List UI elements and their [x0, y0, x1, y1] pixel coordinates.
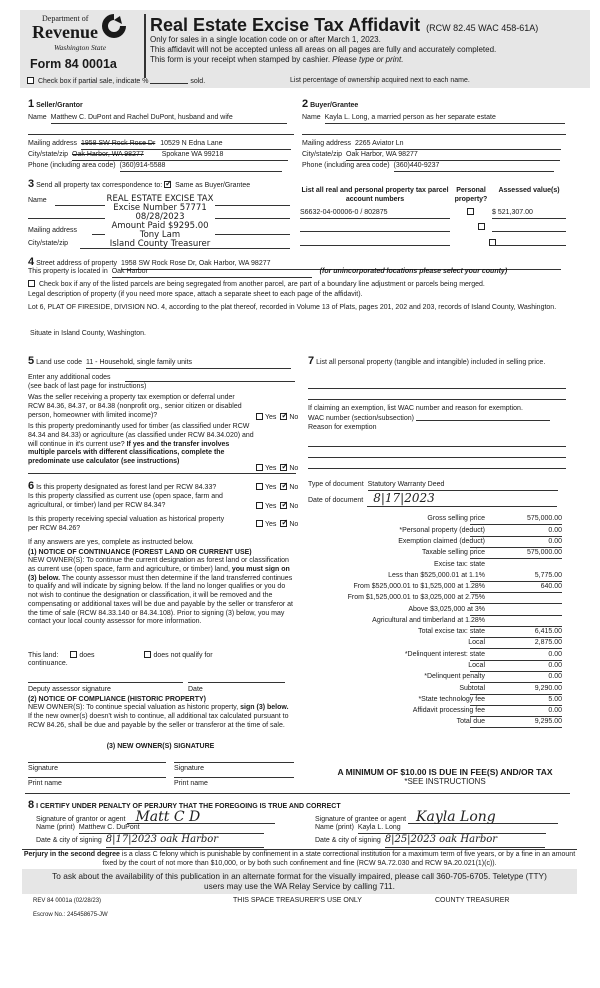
buyer-name-line2[interactable] [302, 134, 566, 135]
deputy-label: Deputy assessor signature [28, 686, 111, 693]
tax-row-value[interactable]: 0.00 [470, 673, 562, 683]
personal-property-checkbox-1[interactable] [467, 208, 474, 215]
county-treasurer-label: COUNTY TREASURER [435, 897, 510, 904]
current-use-question: Is this property classified as current use (open space, farm and agricultural, or timber) land per RCW 84.34? [28, 493, 223, 509]
parcel-row-3[interactable] [300, 236, 450, 246]
minimum-due-notice: A MINIMUM OF $10.00 IS DUE IN FEE(S) AND/OR TAX [337, 767, 553, 777]
assessed-value-3[interactable] [492, 236, 566, 246]
tax-row-value[interactable]: 0.00 [470, 651, 562, 661]
line3-italic: Please type or print. [332, 55, 404, 64]
tax-row-label: Taxable selling price [421, 549, 485, 556]
owner-signature-1[interactable] [28, 762, 166, 763]
tax-row-label: Subtotal [459, 685, 485, 692]
yes-label: Yes [265, 521, 277, 528]
buyer-mailing-label: Mailing address [302, 140, 352, 147]
land-use-row [28, 355, 291, 369]
section-number: 6 [28, 480, 35, 492]
historic-yn [256, 520, 298, 530]
seller-mailing-row [28, 140, 294, 150]
tax-row-label: Less than $525,000.01 at 1.1% [388, 572, 485, 579]
same-as-buyer-checkbox[interactable] [164, 181, 171, 188]
ownership-note: List percentage of ownership acquired next to each name. [290, 77, 470, 84]
deputy-date-label: Date [188, 686, 203, 693]
tax-row-value[interactable] [470, 594, 562, 604]
buyer-phone-field[interactable]: (360)440-9237 [394, 162, 554, 172]
correspondence-heading [28, 178, 250, 192]
grantee-signature-row [315, 809, 558, 825]
seller-phone-row [28, 162, 294, 172]
stamp-line: Amount Paid $9295.00 [111, 220, 209, 231]
treasurer-use-label: THIS SPACE TREASURER'S USE ONLY [233, 897, 362, 904]
tax-row-label: Above $3,025,000 at 3% [408, 606, 485, 613]
reason-line2[interactable] [308, 457, 566, 458]
print-name-label-2: Print name [174, 780, 208, 787]
agency-line1: Department of [42, 14, 89, 23]
yes-label: Yes [265, 465, 277, 472]
grantor-date-row [36, 834, 264, 848]
corr-mailing-label: Mailing address [28, 227, 78, 234]
tax-row-value[interactable]: 0.00 [470, 662, 562, 672]
seller-name-field[interactable]: Matthew C. DuPont and Rachel DuPont, husband and wife [51, 114, 287, 124]
tax-row-label: From $525,000.01 to $1,525,000 at 1.28% [353, 583, 485, 590]
dor-logo [30, 12, 130, 56]
land-use-label: Land use code [36, 359, 83, 366]
tax-row-value[interactable]: 5.00 [470, 696, 562, 706]
seller-phone-label: Phone (including area code) [28, 162, 116, 169]
seller-city-struck: Oak Harbor, WA 98277 [72, 151, 144, 158]
does-label: does [79, 652, 95, 659]
corr-line2[interactable] [28, 218, 105, 219]
tax-row-label: Exemption claimed (deduct) [398, 538, 485, 545]
seller-heading [28, 98, 83, 112]
seller-city-row [28, 151, 294, 161]
parcels-col2-header: Personal property? [454, 187, 488, 203]
forest-no-checkbox[interactable] [280, 483, 287, 490]
stamp-line: 08/28/2023 [135, 211, 185, 222]
does-not-qualify-checkbox[interactable] [144, 651, 151, 658]
grantee-date-field[interactable]: 8|25|2023 oak Harbor [385, 834, 545, 848]
buyer-name-field[interactable]: Kayla L. Long, a married person as her separate estate [325, 114, 565, 124]
tax-row-value[interactable]: 5,775.00 [470, 572, 562, 582]
additional-codes-sub: (see back of last page for instructions) [28, 383, 147, 390]
doc-type-row [308, 481, 558, 491]
timber-yes-checkbox[interactable] [256, 464, 263, 471]
header-divider [144, 14, 146, 78]
buyer-phone-label: Phone (including area code) [302, 162, 390, 169]
owner-print-2[interactable] [174, 777, 294, 778]
buyer-mailing-field[interactable]: 2265 Aviator Ln [355, 140, 561, 150]
historic-no-checkbox[interactable] [280, 520, 287, 527]
section-number: 1 [28, 98, 35, 110]
additional-codes-field[interactable] [125, 381, 295, 382]
grantor-name-field[interactable]: Matthew C. DuPont [79, 824, 264, 834]
grantee-name-row [315, 824, 546, 834]
notice1-a: NEW OWNER(S): To continue the current designation as forest land or classification as current use (open space, farm and agriculture, or timber) land, [28, 557, 289, 573]
exemption-question: Was the seller receiving a property tax exemption or deferral under RCW 84.36, 84.37, or 84.38 (nonprofit org., senior citizen or disabled person, homeowner with limited income)? [28, 394, 242, 419]
stamp-line: REAL ESTATE EXCISE TAX [106, 194, 214, 204]
street-label: Street address of property [36, 260, 118, 267]
rev-number: REV 84 0001a (02/28/23) [33, 898, 102, 904]
historic-question: Is this property receiving special valuation as historical property per RCW 84.26? [28, 516, 225, 532]
treasurer-stamp [100, 195, 220, 249]
seller-city-field[interactable] [72, 151, 288, 161]
form-title [150, 14, 538, 37]
tax-row-label: *Personal property (deduct) [399, 527, 485, 534]
header-line3 [150, 55, 403, 65]
seller-name-row [28, 114, 294, 124]
grantee-signature[interactable]: Kayla Long [408, 812, 558, 824]
grantee-date-row [315, 834, 545, 848]
partial-sale-row [27, 76, 205, 87]
grantor-sig-label: Signature of grantor or agent [36, 816, 126, 823]
segregate-text: Check box if any of the listed parcels are being segregated from another parcel, are part of a boundary line adjustment or parcels being merged. [38, 281, 485, 288]
exemption-yes-checkbox[interactable] [256, 413, 263, 420]
notice2-title: (2) NOTICE OF COMPLIANCE (HISTORIC PROPERTY) [28, 696, 206, 703]
tax-row-label: Gross selling price [427, 515, 485, 522]
timber-q-bold: If yes and the transfer involves multiple parcels with different classifications, complete the predominate use calculator (see instructions) [28, 440, 230, 465]
title-text: Real Estate Excise Tax Affidavit [150, 15, 421, 35]
tax-row-value[interactable] [470, 617, 562, 627]
partial-sale-percent-field[interactable] [150, 76, 188, 84]
buyer-mailing-row [302, 140, 566, 150]
tax-row-value[interactable]: 6,415.00 [470, 628, 562, 638]
tax-row-value[interactable] [470, 606, 562, 616]
section-number: 2 [302, 98, 309, 110]
seller-name-label: Name [28, 114, 47, 121]
seller-phone-field[interactable]: (360)914-5588 [120, 162, 282, 172]
seller-title: Seller/Grantor [36, 102, 83, 109]
dor-swirl-icon [100, 12, 128, 40]
located-note: (for unincorporated locations please select your county) [319, 268, 508, 275]
segregate-row [28, 280, 485, 290]
owner-signature-2[interactable] [174, 762, 294, 763]
does-qualify-checkbox[interactable] [70, 651, 77, 658]
tax-row-value[interactable]: 2,875.00 [470, 639, 562, 649]
deputy-signature-field[interactable] [28, 682, 183, 683]
wac-field[interactable] [416, 413, 550, 421]
forest-yes-checkbox[interactable] [256, 483, 263, 490]
owner-print-1[interactable] [28, 777, 166, 778]
header-line1: Only for sales in a single location code on or after March 1, 2023. [150, 35, 381, 44]
buyer-name-row [302, 114, 566, 124]
personal-property-line2[interactable] [308, 399, 566, 400]
section-number: 3 [28, 178, 35, 190]
seller-name-line2[interactable] [28, 134, 294, 135]
tax-row-value[interactable]: 575,000.00 [470, 515, 562, 525]
corr-mailing-field-r[interactable] [215, 234, 290, 235]
does-not-label: does not qualify for [153, 652, 213, 659]
current-use-yes-checkbox[interactable] [256, 502, 263, 509]
reason-line3[interactable] [308, 468, 566, 469]
buyer-city-label: City/state/zip [302, 151, 343, 158]
signature-label-1: Signature [28, 765, 58, 772]
partial-sale-checkbox[interactable] [27, 77, 34, 84]
stamp-line: Tony Lam [139, 229, 181, 240]
form-number: Form 84 0001a [30, 57, 117, 71]
exemption-no-checkbox[interactable] [280, 413, 287, 420]
perjury-text: is a class C felony which is punishable by confinement in a state correctional institution for a maximum term of five years, or by a fine in an amount fixed by the court of not more than $10,000, or by both such confinement and fine (RCW 9A.72.030 and RCW 9A.20.021(1)(c)). [102, 851, 576, 867]
section8-top-rule [25, 793, 570, 794]
correspondence-text: Send all property tax correspondence to: [36, 182, 163, 189]
tax-row-label: Total due [456, 718, 485, 725]
buyer-city-field[interactable]: Oak Harbor, WA 98277 [346, 151, 560, 161]
seller-mailing-struck: 1958 SW Rock Rose Dr [80, 140, 156, 147]
forest-q-text: Is this property designated as forest land per RCW 84.33? [36, 484, 217, 491]
footer-top-rule [22, 849, 577, 850]
grantor-name-label: Name (print) [36, 824, 75, 831]
notice3-title: (3) NEW OWNER(S) SIGNATURE [106, 743, 215, 750]
parcels-col1-header: List all real and personal property tax parcel account numbers [301, 187, 449, 203]
timber-q-normal: Is this property predominantly used for timber (as classified under RCW 84.34 and 84.33) or agriculture (as classified under RCW 84.34.020) and will continue in it's current use? [28, 423, 254, 448]
yes-label: Yes [265, 414, 277, 421]
located-row [28, 268, 507, 278]
assessed-value-2[interactable] [492, 222, 566, 232]
personal-property-text: List all personal property (tangible and intangible) included in selling price. [316, 359, 546, 366]
line3-normal: This form is your receipt when stamped by cashier. [150, 55, 333, 64]
certify-text: I CERTIFY UNDER PENALTY OF PERJURY THAT THE FOREGOING IS TRUE AND CORRECT [36, 803, 341, 810]
legal-description[interactable]: Lot 6, PLAT OF FIRESIDE, DIVISION NO. 4, according to the plat thereof, recorded in Volume 13 of Plats, pages 201, 202 and 203, records of Island County, Washington. [28, 304, 557, 311]
signature-label-2: Signature [174, 765, 204, 772]
grantor-signature[interactable]: Matt C D [127, 812, 275, 824]
tax-row-value[interactable]: 9,290.00 [470, 685, 562, 695]
tax-row-label: Affidavit processing fee [412, 707, 485, 714]
current-use-yn [256, 502, 298, 512]
section5-bottom-rule [28, 473, 296, 474]
personal-property-heading [308, 355, 566, 369]
tax-row-label: From $1,525,000.01 to $3,025,000 at 2.75% [347, 594, 485, 601]
stamp-line: Island County Treasurer [109, 238, 211, 249]
perjury-warning [22, 851, 577, 869]
partial-sale-post: sold. [190, 78, 206, 85]
same-as-buyer-label: Same as Buyer/Grantee [175, 182, 251, 189]
section-number: 8 [28, 799, 35, 811]
notice1-b: you must sign on (3) below. [28, 565, 290, 582]
reason-line1[interactable] [308, 446, 566, 447]
doc-date-row [308, 491, 557, 507]
stamp-line: Excise Number 57771 [113, 202, 207, 213]
yes-label: Yes [265, 484, 277, 491]
tax-row-value[interactable]: 9,295.00 [470, 718, 562, 728]
corr-name-field-r[interactable] [215, 205, 290, 206]
timber-question [28, 423, 258, 467]
segregate-checkbox[interactable] [28, 280, 35, 287]
if-yes-note: If any answers are yes, complete as instructed below. [28, 539, 194, 546]
notice2-c: If the new owner(s) doesn't wish to continue, all additional tax calculated pursuant to RCW 84.26, shall be due and payable by the seller or transferor at the time of sale. [28, 712, 289, 729]
accessibility-band: To ask about the availability of this publication in an alternate format for the visually impaired, please call 360-705-6705. Teletype (TTY) users may use the WA Relay Service by calling 711. [22, 869, 577, 894]
seller-city-label: City/state/zip [28, 151, 69, 158]
grantor-name-row [36, 824, 264, 834]
historic-yes-checkbox[interactable] [256, 520, 263, 527]
tax-row-value[interactable]: 640.00 [470, 583, 562, 593]
wac-row [308, 413, 550, 424]
yes-label: Yes [265, 503, 277, 510]
timber-no-checkbox[interactable] [280, 464, 287, 471]
buyer-title: Buyer/Grantee [310, 102, 359, 109]
continuance-label: continuance. [28, 660, 68, 667]
parcel-row-1[interactable]: S6632-04-00006-0 / 802875 [300, 209, 450, 219]
seller-mailing-label: Mailing address [28, 140, 78, 147]
this-land-label: This land: [28, 652, 59, 659]
doc-date-label: Date of document [308, 497, 364, 504]
tax-row-label: Local [468, 662, 485, 669]
exemption-instructions: If claiming an exemption, list WAC number and reason for exemption. [308, 405, 523, 412]
corr-name-label: Name [28, 197, 47, 204]
forest-yn [256, 483, 298, 493]
section-number: 5 [28, 355, 35, 367]
deputy-date-field[interactable] [188, 682, 285, 683]
additional-codes-label: Enter any additional codes [28, 374, 111, 381]
notice1-title: (1) NOTICE OF CONTINUANCE (FOREST LAND OR CURRENT USE) [28, 549, 252, 556]
exemption-yn [256, 413, 298, 423]
seller-city-value: Spokane WA 99218 [161, 151, 224, 158]
tax-row-label: Agricultural and timberland at 1.28% [372, 617, 485, 624]
buyer-city-row [302, 151, 566, 161]
tax-row-label: *Delinquent interest: state [404, 651, 485, 658]
section-number: 7 [308, 355, 315, 367]
grantor-signature-row [36, 809, 275, 825]
notice2-a: NEW OWNER(S): To continue special valuation as historic property, [28, 704, 241, 711]
tax-row-label: *State technology fee [418, 696, 485, 703]
grantor-date-label: Date & city of signing [36, 837, 102, 844]
print-name-label-1: Print name [28, 780, 62, 787]
tax-row-value[interactable]: 0.00 [470, 538, 562, 548]
doc-type-label: Type of document [308, 481, 364, 488]
tax-row-label: Total excise tax: state [418, 628, 485, 635]
grantee-date-label: Date & city of signing [315, 837, 381, 844]
no-label: No [289, 503, 299, 510]
section-number: 4 [28, 256, 35, 268]
doc-date-field[interactable]: 8|17|2023 [367, 491, 557, 507]
tax-row-label: *Delinquent penalty [424, 673, 485, 680]
buyer-phone-row [302, 162, 566, 172]
agency-line2: Revenue [32, 22, 98, 42]
notice1-c: The county assessor must then determine if the land transferred continues to qualify and will indicate by signing below. If the land no longer qualifies or you do not wish to continue the designation or classification, it will be removed and the compensating or additional taxes will be due and payable by the seller or transferor at the time of sale (RCW 84.33.140 or 84.34.108). Prior to signing (3) below, you may contact your local county assessor for more information. [28, 574, 293, 626]
no-label: No [289, 521, 299, 528]
see-instructions: *SEE INSTRUCTIONS [404, 777, 486, 786]
grantee-name-label: Name (print) [315, 824, 354, 831]
no-label: No [289, 484, 299, 491]
no-label: No [289, 414, 299, 421]
agency-line3: Washington State [54, 43, 107, 52]
personal-property-line1[interactable] [308, 388, 566, 389]
buyer-heading [302, 98, 358, 112]
legal-label: Legal description of property (if you need more space, attach a separate sheet to each page of the affidavit). [28, 291, 363, 298]
no-label: No [289, 465, 299, 472]
seller-mailing-field[interactable] [81, 140, 291, 150]
grantor-date-field[interactable]: 8|17|2023 oak Harbor [106, 834, 264, 848]
corr-line2-r[interactable] [215, 218, 290, 219]
corr-city-label: City/state/zip [28, 240, 69, 247]
located-label: This property is located in [28, 268, 108, 275]
forest-question [28, 480, 216, 494]
tax-row-label: Excise tax: state [434, 561, 485, 568]
parcel-row-2[interactable] [300, 222, 450, 232]
perjury-bold: Perjury in the second degree [23, 851, 120, 858]
street-field[interactable]: 1958 SW Rock Rose Dr, Oak Harbor, WA 98277 [121, 260, 561, 270]
notice2-body [28, 704, 293, 730]
escrow-number: Escrow No.: 245458675-JW [33, 912, 108, 918]
reason-label: Reason for exemption [308, 424, 377, 431]
corr-name-field[interactable] [55, 205, 105, 206]
doc-type-field[interactable]: Statutory Warranty Deed [368, 481, 558, 491]
grantee-sig-label: Signature of grantee or agent [315, 816, 407, 823]
located-field[interactable]: Oak Harbor [112, 268, 312, 278]
partial-sale-label: Check box if partial sale, indicate % [37, 78, 149, 85]
personal-property-checkbox-2[interactable] [478, 223, 485, 230]
header-line2: This affidavit will not be accepted unless all areas on all pages are fully and accurately completed. [150, 45, 497, 54]
notice1-body [28, 557, 293, 627]
current-use-no-checkbox[interactable] [280, 502, 287, 509]
tax-row-value[interactable]: 0.00 [470, 707, 562, 717]
tax-row-value[interactable]: 575,000.00 [470, 549, 562, 559]
wac-label: WAC number (section/subsection) [308, 415, 414, 422]
land-use-field[interactable]: 11 - Household, single family units [86, 359, 291, 369]
title-citation: (RCW 82.45 WAC 458-61A) [426, 23, 539, 33]
grantee-name-field[interactable]: Kayla L. Long [358, 824, 546, 834]
tax-row-value[interactable]: 0.00 [470, 527, 562, 537]
tax-row-label: Local [468, 639, 485, 646]
parcels-col3-header: Assessed value(s) [498, 187, 560, 194]
situate-text[interactable]: Situate in Island County, Washington. [30, 330, 146, 337]
seller-mailing-value: 10529 N Edna Lane [160, 140, 223, 147]
notice2-b: sign (3) below. [240, 704, 289, 711]
buyer-name-label: Name [302, 114, 321, 121]
assessed-value-1[interactable]: $ 521,307.00 [492, 209, 566, 219]
